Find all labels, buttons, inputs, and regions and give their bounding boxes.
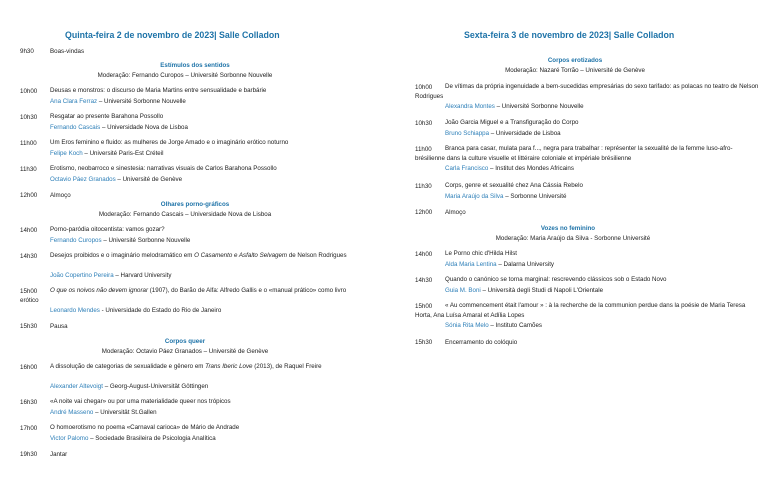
talk-title: «A noite vai chegar» ou por uma materialidade queer nos trópicos <box>50 398 231 405</box>
talk-speaker-line <box>445 261 554 268</box>
speaker-affiliation: – Université Sorbonne Nouvelle <box>97 98 186 105</box>
talk-time: 14h00 <box>415 251 433 258</box>
talk-time: 10h30 <box>415 120 433 127</box>
talk-speaker-line <box>50 237 190 244</box>
talk-speaker-line <box>50 150 164 157</box>
speaker-name: Guia M. Boni <box>445 287 481 294</box>
section-moderation: Moderação: Maria Araújo da Silva - Sorbonne Université <box>495 235 651 242</box>
speaker-affiliation: – Universidade de Lisboa <box>489 130 561 137</box>
break-time: 19h30 <box>20 451 38 458</box>
talk-title: Deusas e monstros: o discurso de Maria Martins entre sensualidade e barbárie <box>50 87 267 94</box>
speaker-affiliation: – Universität St.Gallen <box>93 409 157 416</box>
talk-time: 16h30 <box>20 399 38 406</box>
talk-title: A dissolução de categorias de sexualidade e gênero em Trans Iberic Love (2013), de Raquel Freire <box>50 363 322 370</box>
talk-time: 16h00 <box>20 364 38 371</box>
speaker-name: Sónia Rita Melo <box>445 322 489 329</box>
speaker-name: Maria Araújo da Silva <box>445 193 504 200</box>
section-moderation: Moderação: Octavio Páez Granados – Université de Genève <box>101 348 269 355</box>
thursday-title: Quinta-feira 2 de novembro de 2023| Salle Colladon <box>65 30 280 40</box>
speaker-name: Fernando Curopos <box>50 237 102 244</box>
talk-time: 10h00 <box>20 88 38 95</box>
speaker-name: Ana Clara Ferraz <box>50 98 98 105</box>
talk-speaker-line <box>50 409 157 416</box>
talk-speaker-line <box>50 272 171 279</box>
speaker-affiliation: – Sorbonne Université <box>503 193 567 200</box>
speaker-affiliation: – Universidade Nova de Lisboa <box>100 124 188 131</box>
talk-title: Resgatar ao presente Barahona Possollo <box>50 113 164 120</box>
section-moderation: Moderação: Fernando Cascais – Universidade Nova de Lisboa <box>98 211 272 218</box>
speaker-name: Carla Francisco <box>445 165 489 172</box>
speaker-name: Fernando Cascais <box>50 124 101 131</box>
section-title: Corpos queer <box>164 338 206 345</box>
speaker-affiliation: – Harvard University <box>113 272 172 279</box>
talk-speaker-line <box>50 176 182 183</box>
speaker-name: Alexander Altevoigt <box>50 383 103 390</box>
speaker-affiliation: – Università degli Studi di Napoli L'Orientale <box>480 287 604 294</box>
talk-title: Erotismo, neobarroco e sinestesia: narrativas visuais de Carlos Barahona Possollo <box>50 165 277 172</box>
speaker-affiliation: - Universidade do Estado do Rio de Janeiro <box>99 307 222 314</box>
talk-speaker-line <box>50 435 216 442</box>
speaker-name: Alda Maria Lentina <box>445 261 497 268</box>
speaker-name: Felipe Koch <box>50 150 83 157</box>
break-time: 12h00 <box>20 192 38 199</box>
talk-title: Branca para casar, mulata para f..., negra para trabalhar : représenter la sexualité de la femme luso-afro-brésilienne dans la culture visuelle et littéraire coloniale et impériale brésilienne <box>415 145 733 162</box>
talk-speaker-line <box>445 322 542 329</box>
talk-title: « Au commencement était l'amour » : à la recherche de la communion perdue dans la poésie de Maria Teresa Horta, Ana Luísa Amaral et Adília Lopes <box>415 302 746 319</box>
talk-speaker-line <box>445 287 603 294</box>
talk-title: Desejos proibidos e o imaginário melodramático em O Casamento e Asfalto Selvagem de Nelson Rodrigues <box>50 252 347 259</box>
friday-title: Sexta-feira 3 de novembro de 2023| Salle Colladon <box>464 30 675 40</box>
break-text: Jantar <box>50 451 68 458</box>
speaker-name: André Masseno <box>50 409 94 416</box>
break-text: Pausa <box>50 323 68 330</box>
talk-time: 10h30 <box>20 114 38 121</box>
welcome-time: 9h30 <box>20 48 34 55</box>
talk-speaker-line <box>50 307 221 314</box>
section-moderation: Moderação: Nazaré Torrão – Université de Genève <box>505 67 645 74</box>
talk-title: Porno-paródia oitocentista: vamos gozar? <box>50 226 165 233</box>
section-title: Corpos erotizados <box>547 57 603 64</box>
speaker-affiliation: – Université de Genève <box>115 176 183 183</box>
break-time: 12h00 <box>415 209 433 216</box>
talk-title: Le Porno chic d'Hilda Hilst <box>445 250 518 257</box>
speaker-name: Alexandra Montes <box>445 103 495 110</box>
talk-title: O que os noivos não devem ignorar (1907), do Barão de Alfa: Alfredo Gallis e o «manual prático» como livro erótico <box>20 287 347 304</box>
break-time: 15h30 <box>415 339 433 346</box>
talk-speaker-line <box>445 193 566 200</box>
talk-time: 11h00 <box>415 146 432 153</box>
break-text: Almoço <box>50 192 71 199</box>
speaker-affiliation: – Sociedade Brasileira de Psicologia Analítica <box>88 435 216 442</box>
talk-time: 14h30 <box>415 277 433 284</box>
talk-title: O homoerotismo no poema «Carnaval carioca» de Mário de Andrade <box>50 424 240 431</box>
speaker-name: Octavio Páez Granados <box>50 176 116 183</box>
speaker-name: Bruno Schiappa <box>445 130 490 137</box>
talk-time: 14h00 <box>20 227 38 234</box>
speaker-affiliation: – Georg-August-Universität Göttingen <box>102 383 209 390</box>
speaker-affiliation: – Université Sorbonne Nouvelle <box>494 103 584 110</box>
section-title: Estímulos dos sentidos <box>160 62 230 69</box>
talk-speaker-line <box>50 383 208 390</box>
talk-time: 17h00 <box>20 425 38 432</box>
speaker-affiliation: – Instituto Camões <box>488 322 542 329</box>
talk-speaker-line <box>50 124 188 131</box>
speaker-affiliation: – Dalarna University <box>496 261 555 268</box>
talk-time: 10h00 <box>415 84 433 91</box>
talk-title: João Garcia Miguel e a Transfiguração do Corpo <box>445 119 579 126</box>
talk-time: 11h30 <box>415 183 432 190</box>
speaker-affiliation: – Université Paris-Est Créteil <box>82 150 164 157</box>
speaker-name: Leonardo Mendes <box>50 307 100 314</box>
talk-title: Corps, genre et sexualité chez Ana Cássia Rebelo <box>445 182 583 189</box>
speaker-affiliation: – Université Sorbonne Nouvelle <box>101 237 191 244</box>
talk-speaker-line <box>445 165 574 172</box>
section-title: Olhares porno-gráficos <box>160 201 230 208</box>
talk-speaker-line <box>445 103 584 110</box>
talk-time: 11h00 <box>20 140 37 147</box>
speaker-name: João Copertino Pereira <box>50 272 114 279</box>
break-text: Encerramento do colóquio <box>445 339 518 346</box>
speaker-affiliation: – Institut des Mondes Africains <box>488 165 574 172</box>
talk-time: 11h30 <box>20 166 37 173</box>
welcome-text: Boas-vindas <box>50 48 85 55</box>
section-title: Vozes no feminino <box>540 225 596 232</box>
talk-speaker-line <box>445 130 561 137</box>
talk-title: Quando o canónico se torna marginal: rescrevendo clássicos sob o Estado Novo <box>445 276 667 283</box>
talk-time: 15h00 <box>415 303 433 310</box>
break-time: 15h30 <box>20 323 38 330</box>
talk-time: 14h30 <box>20 253 38 260</box>
speaker-name: Victor Palomo <box>50 435 89 442</box>
talk-title: De vítimas da própria ingenuidade a bem-sucedidas empresárias do sexo tarifado: as polacas no teatro de Nelson Rodrigues <box>415 83 759 100</box>
talk-speaker-line <box>50 98 186 105</box>
talk-title: Um Eros feminino e fluido: as mulheres de Jorge Amado e o imaginário erótico noturno <box>50 139 289 146</box>
break-text: Almoço <box>445 209 466 216</box>
section-moderation: Moderação: Fernando Curopos – Université Sorbonne Nouvelle <box>97 72 273 79</box>
talk-time: 15h00 <box>20 288 38 295</box>
